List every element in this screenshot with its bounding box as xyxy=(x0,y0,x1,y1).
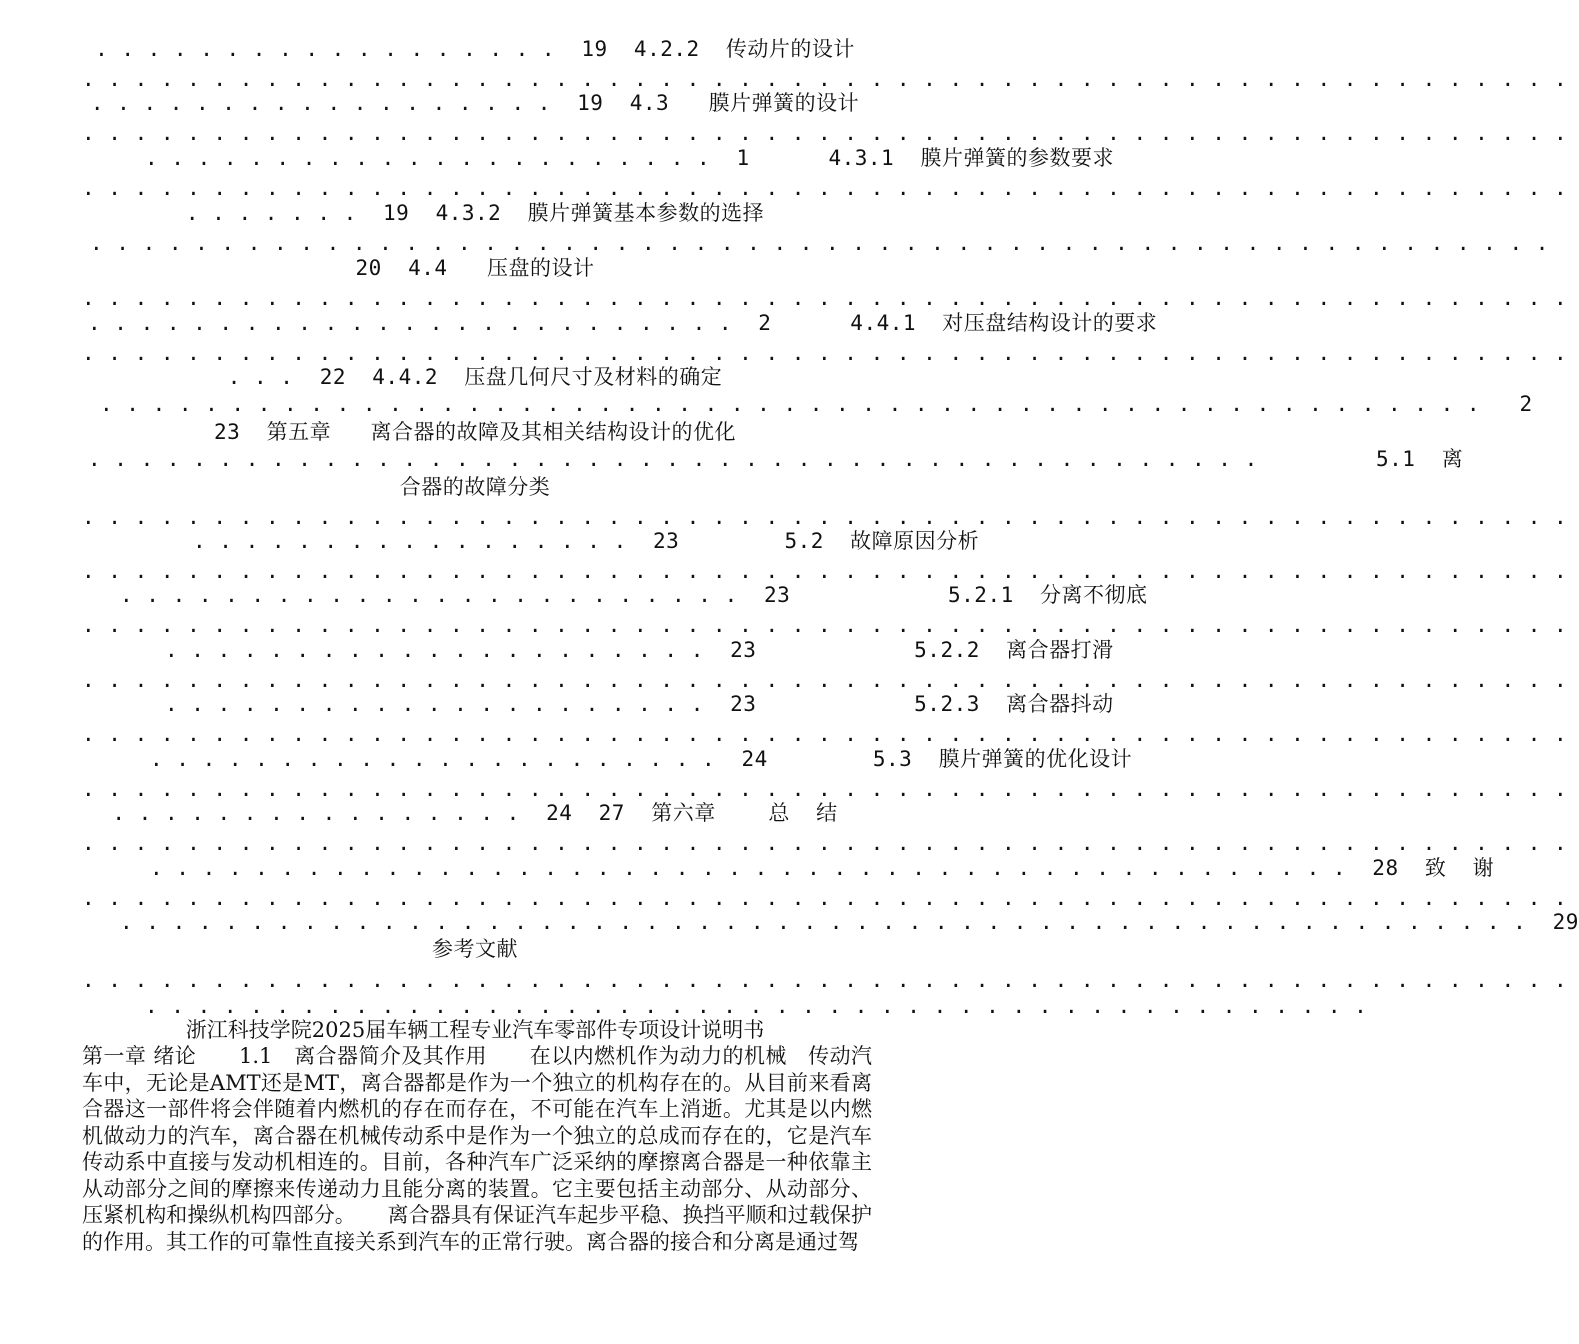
toc-line: . . . 22 4.4.2 压盘几何尺寸及材料的确定 xyxy=(227,365,723,389)
toc-line: 合器的故障分类 xyxy=(399,475,551,499)
toc-line: . . . . . . . . . . . . . . . . . . . . . . . . . . . . . . . . . . . . . . . . . . . . . . . . . . . . . . 29 xyxy=(120,910,1579,934)
toc-leader-line: . . . . . . . . . . . . . . . . . . . . . . . . . . . . . . . . . . . . . . . . . . . . . . . . . . . . . . . . . xyxy=(82,341,1568,365)
toc-line: . . . . . . . 19 4.3.2 膜片弹簧基本参数的选择 xyxy=(185,201,765,225)
document-header-title: 浙江科技学院2025届车辆工程专业汽车零部件专项设计说明书 xyxy=(185,1018,765,1042)
toc-line: . . . . . . . . . . . . . . . . . . . . . . 24 5.3 膜片弹簧的优化设计 xyxy=(150,747,1133,771)
toc-leader-line: . . . . . . . . . . . . . . . . . . . . . . . . . . . . . . . . . . . . . . . . . . . . . . . . . . . . . . . . . xyxy=(82,831,1568,855)
toc-line: 23 第五章 离合器的故障及其相关结构设计的优化 xyxy=(214,420,736,444)
toc-leader-line: . . . . . . . . . . . . . . . . . . . . . . . . . . . . . . . . . . . . . . . . . . . . . . . . . . . . . . . . . xyxy=(82,668,1568,692)
toc-leader-line: . . . . . . . . . . . . . . . . . . . . . . . . . . . . . . . . . . . . . . . . . . . . . . . . . . . . . . . . . xyxy=(82,559,1568,583)
toc-leader-line: . . . . . . . . . . . . . . . . . . . . . . . . . . . . . . . . . . . . . . . . . . . . . . . . . . . . . . . . . xyxy=(82,176,1568,200)
toc-line: . . . . . . . . . . . . . . . . . . . . . . . . . . . . . . . . . . . . . . . . . . . . . . 28 致 谢 xyxy=(150,856,1495,880)
toc-line: . . . . . . . . . . . . . . . . . . 19 4.2.2 传动片的设计 xyxy=(95,37,855,61)
toc-line: 参考文献 xyxy=(432,937,518,961)
toc-line: . . . . . . . . . . . . . . . . . . . . . . . . 23 5.2.1 分离不彻底 xyxy=(120,583,1148,607)
toc-line: . . . . . . . . . . . . . . . . . . . . . . . . . 2 4.4.1 对压盘结构设计的要求 xyxy=(88,311,1158,335)
toc-line: . . . . . . . . . . . . . . . . 24 27 第六章 总 结 xyxy=(112,801,838,825)
toc-leader-line: . . . . . . . . . . . . . . . . . . . . . . . . . . . . . . . . . . . . . . . . . . . . . . . . . . . . . . . . . xyxy=(82,777,1568,801)
toc-line: . . . . . . . . . . . . . . . . . 23 5.2 故障原因分析 xyxy=(193,529,980,553)
toc-line: 20 4.4 压盘的设计 xyxy=(355,256,595,280)
toc-leader-line: . . . . . . . . . . . . . . . . . . . . . . . . . . . . . . . . . . . . . . . . . . . . . . . . . . . . . . . . . xyxy=(82,286,1568,310)
toc-leader-line: . . . . . . . . . . . . . . . . . . . . . . . . . . . . . . . . . . . . . . . . . . . . . . . . . . . . . . . . . xyxy=(82,613,1568,637)
toc-line: . . . . . . . . . . . . . . . . . . . . . . . . . . . . . . . . . . . . . . . . . . . . . 5.1 离 xyxy=(88,447,1464,471)
body-paragraph: 第一章 绪论 1.1 离合器简介及其作用 在以内燃机作为动力的机械 传动汽车中，无论是AMT还是MT，离合器都是作为一个独立的机构存在的。从目前来看离合器这一部件将会伴随着内燃机的存在而存在，不可能在汽车上消逝。尤其是以内燃机做动力的汽车，离合器在机械传动系中是作为一个独立的总成而存在的，它是汽车传动系中直接与发动机相连的。目前，各种汽车广泛采纳的摩擦离合器是一种依靠主从动部分之间的摩擦来传递动力且能分离的装置。它主要包括主动部分、从动部分、压紧机构和操纵机构四部分。 离合器具有保证汽车起步平稳、换挡平顺和过载保护的作用。其工作的可靠性直接关系到汽车的正常行驶。离合器的接合和分离是通过驾 xyxy=(82,1044,872,1254)
toc-leader-line: . . . . . . . . . . . . . . . . . . . . . . . . . . . . . . . . . . . . . . . . . . . . . . . xyxy=(145,994,1368,1018)
toc-line: . . . . . . . . . . . . . . . . . . . . . 23 5.2.2 离合器打滑 xyxy=(165,638,1114,662)
toc-line: . . . . . . . . . . . . . . . . . . . . . . . . . . . . . . . . . . . . . . . . . . . . . . . . . . . . . 2 xyxy=(100,392,1533,416)
toc-leader-line: . . . . . . . . . . . . . . . . . . . . . . . . . . . . . . . . . . . . . . . . . . . . . . . . . . . . . . . . . xyxy=(82,968,1568,992)
toc-leader-line: . . . . . . . . . . . . . . . . . . . . . . . . . . . . . . . . . . . . . . . . . . . . . . . . . . . . . . . . xyxy=(90,231,1549,255)
toc-leader-line: . . . . . . . . . . . . . . . . . . . . . . . . . . . . . . . . . . . . . . . . . . . . . . . . . . . . . . . . . xyxy=(82,67,1568,91)
toc-leader-line: . . . . . . . . . . . . . . . . . . . . . . . . . . . . . . . . . . . . . . . . . . . . . . . . . . . . . . . . . xyxy=(82,886,1568,910)
toc-line: . . . . . . . . . . . . . . . . . . . . . . 1 4.3.1 膜片弹簧的参数要求 xyxy=(145,146,1114,170)
toc-line: . . . . . . . . . . . . . . . . . . 19 4.3 膜片弹簧的设计 xyxy=(90,91,860,115)
toc-leader-line: . . . . . . . . . . . . . . . . . . . . . . . . . . . . . . . . . . . . . . . . . . . . . . . . . . . . . . . . . xyxy=(82,121,1568,145)
toc-leader-line: . . . . . . . . . . . . . . . . . . . . . . . . . . . . . . . . . . . . . . . . . . . . . . . . . . . . . . . . . xyxy=(82,505,1568,529)
toc-leader-line: . . . . . . . . . . . . . . . . . . . . . . . . . . . . . . . . . . . . . . . . . . . . . . . . . . . . . . . . . xyxy=(82,722,1568,746)
toc-line: . . . . . . . . . . . . . . . . . . . . . 23 5.2.3 离合器抖动 xyxy=(165,692,1114,716)
